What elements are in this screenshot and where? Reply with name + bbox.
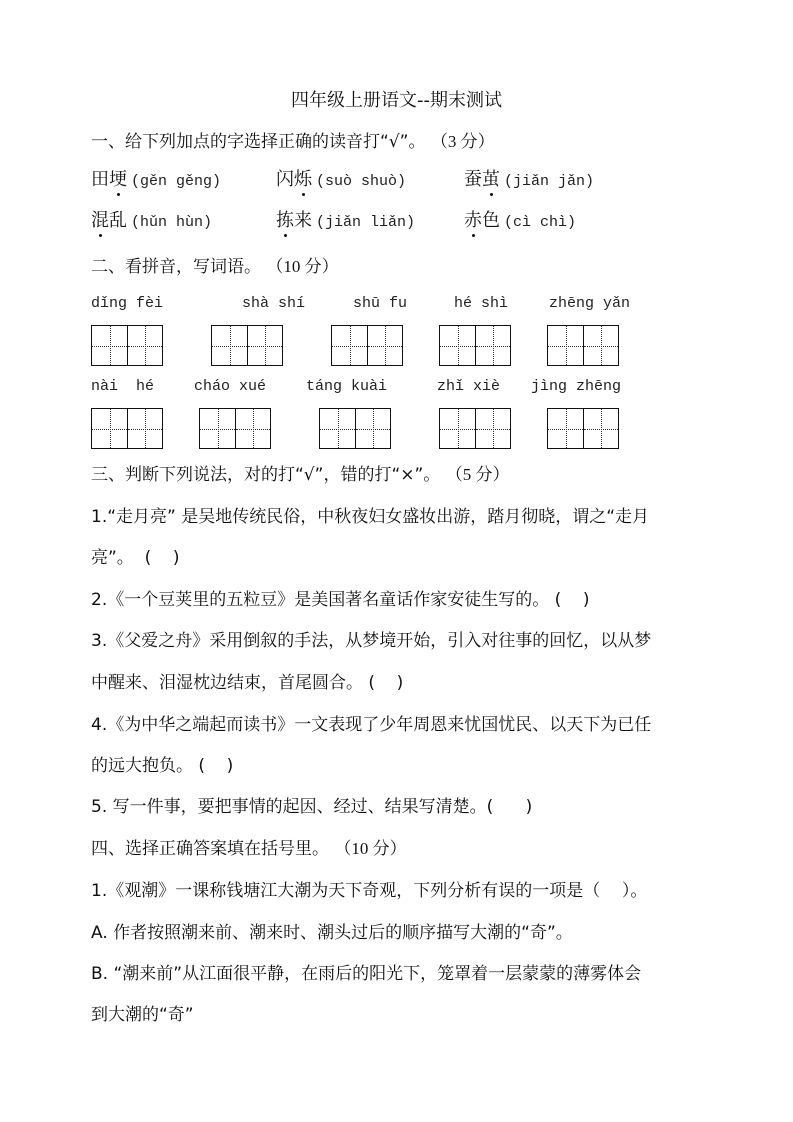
writing-box[interactable]	[91, 408, 163, 449]
word-char: 乱	[109, 210, 127, 231]
writing-box[interactable]	[199, 408, 271, 449]
writing-cell[interactable]	[332, 326, 367, 365]
page-title: 四年级上册语文--期末测试	[291, 90, 502, 111]
word-char: 田	[91, 169, 109, 190]
writing-cell[interactable]	[583, 409, 618, 448]
judgement-item-1-line2[interactable]: 亮”。 ( )	[91, 548, 180, 568]
writing-cell[interactable]	[355, 409, 390, 448]
judgement-item-1-line1: 1.“走月亮” 是吴地传统民俗，中秋夜妇女盛妆出游，踏月彻晓，谓之“走月	[91, 507, 650, 527]
writing-box[interactable]	[211, 325, 283, 366]
judgement-item-5[interactable]: 5. 写一件事，要把事情的起因、经过、结果写清楚。( )	[91, 797, 533, 817]
writing-box[interactable]	[439, 325, 511, 366]
pinyin-label: táng kuài	[306, 378, 388, 395]
writing-cell[interactable]	[212, 326, 247, 365]
judgement-item-3-line2[interactable]: 中醒来、泪湿枕边结束，首尾圆合。 ( )	[91, 673, 404, 693]
section1-score: （3 分）	[430, 132, 495, 151]
dotted-char: 混	[91, 206, 109, 232]
judgement-item-3-line1: 3.《父爱之舟》采用倒叙的手法，从梦境开始，引入对往事的回忆，以从梦	[91, 631, 652, 651]
writing-cell[interactable]	[475, 409, 510, 448]
dotted-char: 拣	[276, 206, 294, 232]
writing-box[interactable]	[319, 408, 391, 449]
writing-cell[interactable]	[475, 326, 510, 365]
pinyin-label: shū fu	[353, 295, 408, 312]
writing-cell[interactable]	[247, 326, 282, 365]
section1-heading	[91, 127, 495, 152]
section2-heading	[91, 252, 339, 277]
dotted-char: 烁	[294, 165, 312, 191]
writing-cell[interactable]	[127, 326, 162, 365]
pinyin-label: hé shì	[454, 295, 509, 312]
option-a: A. 作者按照潮来前、潮来时、潮头过后的顺序描写大潮的“奇”。	[91, 923, 573, 943]
pinyin-options[interactable]: (jiǎn jǎn)	[504, 173, 595, 190]
pinyin-options[interactable]: (suò shuò)	[316, 173, 407, 190]
writing-box[interactable]	[547, 325, 619, 366]
pinyin-label: dǐng fèi	[91, 295, 164, 312]
dotted-char: 赤	[464, 206, 482, 232]
section1-heading-text: 一、给下列加点的字选择正确的读音打“√”。	[91, 132, 426, 152]
writing-cell[interactable]	[583, 326, 618, 365]
section4-heading-text: 四、选择正确答案填在括号里。	[91, 839, 329, 859]
question-1[interactable]: 1.《观潮》一课称钱塘江大潮为天下奇观，下列分析有误的一项是（ ）。	[91, 881, 648, 901]
writing-cell[interactable]	[92, 409, 127, 448]
word-item	[276, 165, 406, 191]
writing-box[interactable]	[547, 408, 619, 449]
section4-score: （10 分）	[334, 839, 407, 858]
writing-box[interactable]	[331, 325, 403, 366]
option-b-line1: B. “潮来前”从江面很平静，在雨后的阳光下，笼罩着一层蒙蒙的薄雾体会	[91, 964, 642, 984]
writing-cell[interactable]	[440, 326, 475, 365]
writing-cell[interactable]	[548, 409, 583, 448]
word-item	[464, 206, 576, 232]
section3-heading-text: 三、判断下列说法，对的打“√”，错的打“×”。	[91, 465, 441, 485]
section3-heading	[91, 460, 509, 485]
section4-heading	[91, 834, 407, 859]
judgement-item-2[interactable]: 2.《一个豆荚里的五粒豆》是美国著名童话作家安徒生写的。 ( )	[91, 590, 590, 610]
option-b-line2: 到大潮的“奇”	[91, 1005, 194, 1025]
judgement-item-4-line2[interactable]: 的远大抱负。 ( )	[91, 756, 234, 776]
writing-box[interactable]	[91, 325, 163, 366]
pinyin-options[interactable]: (jiǎn liǎn)	[316, 214, 416, 231]
word-item	[91, 206, 212, 232]
dotted-char: 埂	[109, 165, 127, 191]
writing-cell[interactable]	[367, 326, 402, 365]
writing-cell[interactable]	[235, 409, 270, 448]
pinyin-options[interactable]: (hǔn hùn)	[131, 214, 213, 231]
writing-cell[interactable]	[320, 409, 355, 448]
word-char: 闪	[276, 169, 294, 190]
dotted-char: 茧	[482, 165, 500, 191]
judgement-item-4-line1: 4.《为中华之端起而读书》一文表现了少年周恩来忧国忧民、以天下为已任	[91, 715, 652, 735]
word-item	[91, 165, 221, 191]
writing-cell[interactable]	[92, 326, 127, 365]
pinyin-options[interactable]: (cì chì)	[504, 214, 577, 231]
pinyin-options[interactable]: (gěn gěng)	[131, 173, 222, 190]
writing-cell[interactable]	[440, 409, 475, 448]
pinyin-label: shà shí	[242, 295, 306, 312]
writing-cell[interactable]	[200, 409, 235, 448]
writing-box[interactable]	[439, 408, 511, 449]
section3-score: （5 分）	[445, 465, 510, 484]
pinyin-label: zhēng yǎn	[549, 295, 631, 312]
pinyin-label: zhǐ xiè	[437, 378, 501, 395]
pinyin-label: jìng zhēng	[531, 378, 622, 395]
pinyin-label: nài hé	[91, 378, 155, 395]
section2-heading-text: 二、看拼音，写词语。	[91, 257, 261, 277]
word-item	[464, 165, 594, 191]
writing-cell[interactable]	[548, 326, 583, 365]
word-char: 色	[482, 210, 500, 231]
word-item	[276, 206, 415, 232]
section2-score: （10 分）	[266, 257, 339, 276]
writing-cell[interactable]	[127, 409, 162, 448]
word-char: 蚕	[464, 169, 482, 190]
word-char: 来	[294, 210, 312, 231]
pinyin-label: cháo xué	[194, 378, 267, 395]
